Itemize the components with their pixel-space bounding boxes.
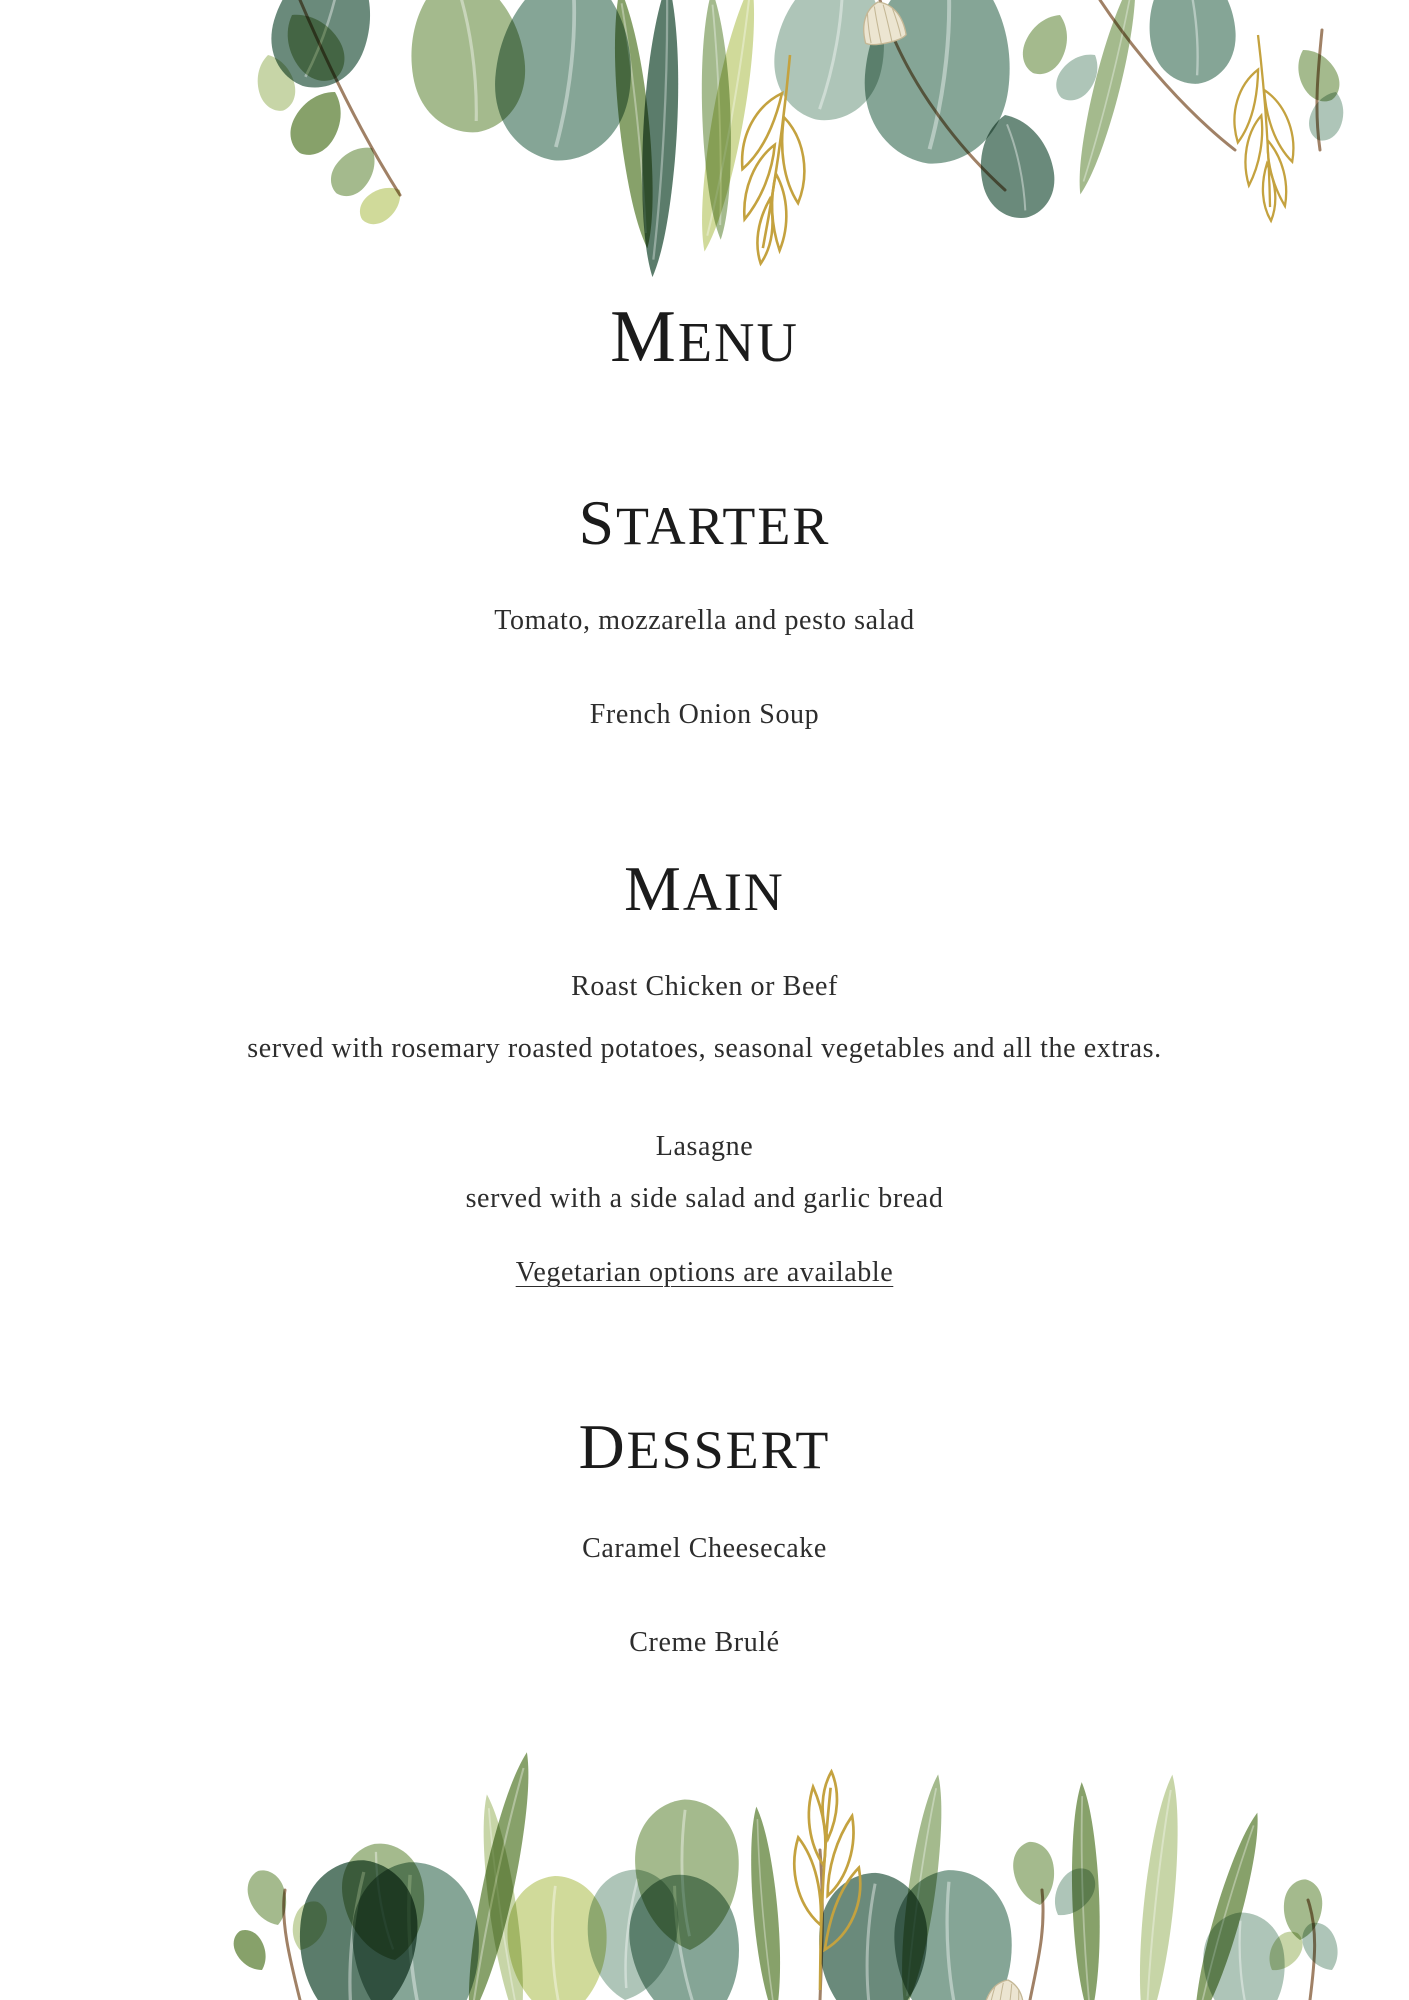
top-greenery-decoration xyxy=(0,0,1409,320)
starter-item: French Onion Soup xyxy=(589,699,820,730)
gold-leaf-sprig xyxy=(1228,33,1298,223)
eucalyptus-leaves xyxy=(251,0,1352,278)
dessert-heading: DESSERT xyxy=(578,1411,831,1482)
starter-heading: STARTER xyxy=(578,487,831,558)
starter-item: Tomato, mozzarella and pesto salad xyxy=(494,605,915,636)
main-item-description: served with a side salad and garlic bread xyxy=(465,1183,944,1214)
eucalyptus-leaves xyxy=(227,1749,1346,2000)
main-heading: MAIN xyxy=(624,853,785,924)
menu-title: MENU xyxy=(610,295,799,377)
main-item-name: Roast Chicken or Beef xyxy=(571,971,838,1002)
vegetarian-note: Vegetarian options are available xyxy=(515,1257,894,1288)
main-item-name: Lasagne xyxy=(655,1131,754,1162)
dessert-item: Creme Brulé xyxy=(629,1627,780,1658)
main-item-description: served with rosemary roasted potatoes, seasonal vegetables and all the extras. xyxy=(247,1033,1162,1064)
bottom-greenery-decoration xyxy=(0,1680,1409,2000)
dessert-item: Caramel Cheesecake xyxy=(582,1533,827,1564)
